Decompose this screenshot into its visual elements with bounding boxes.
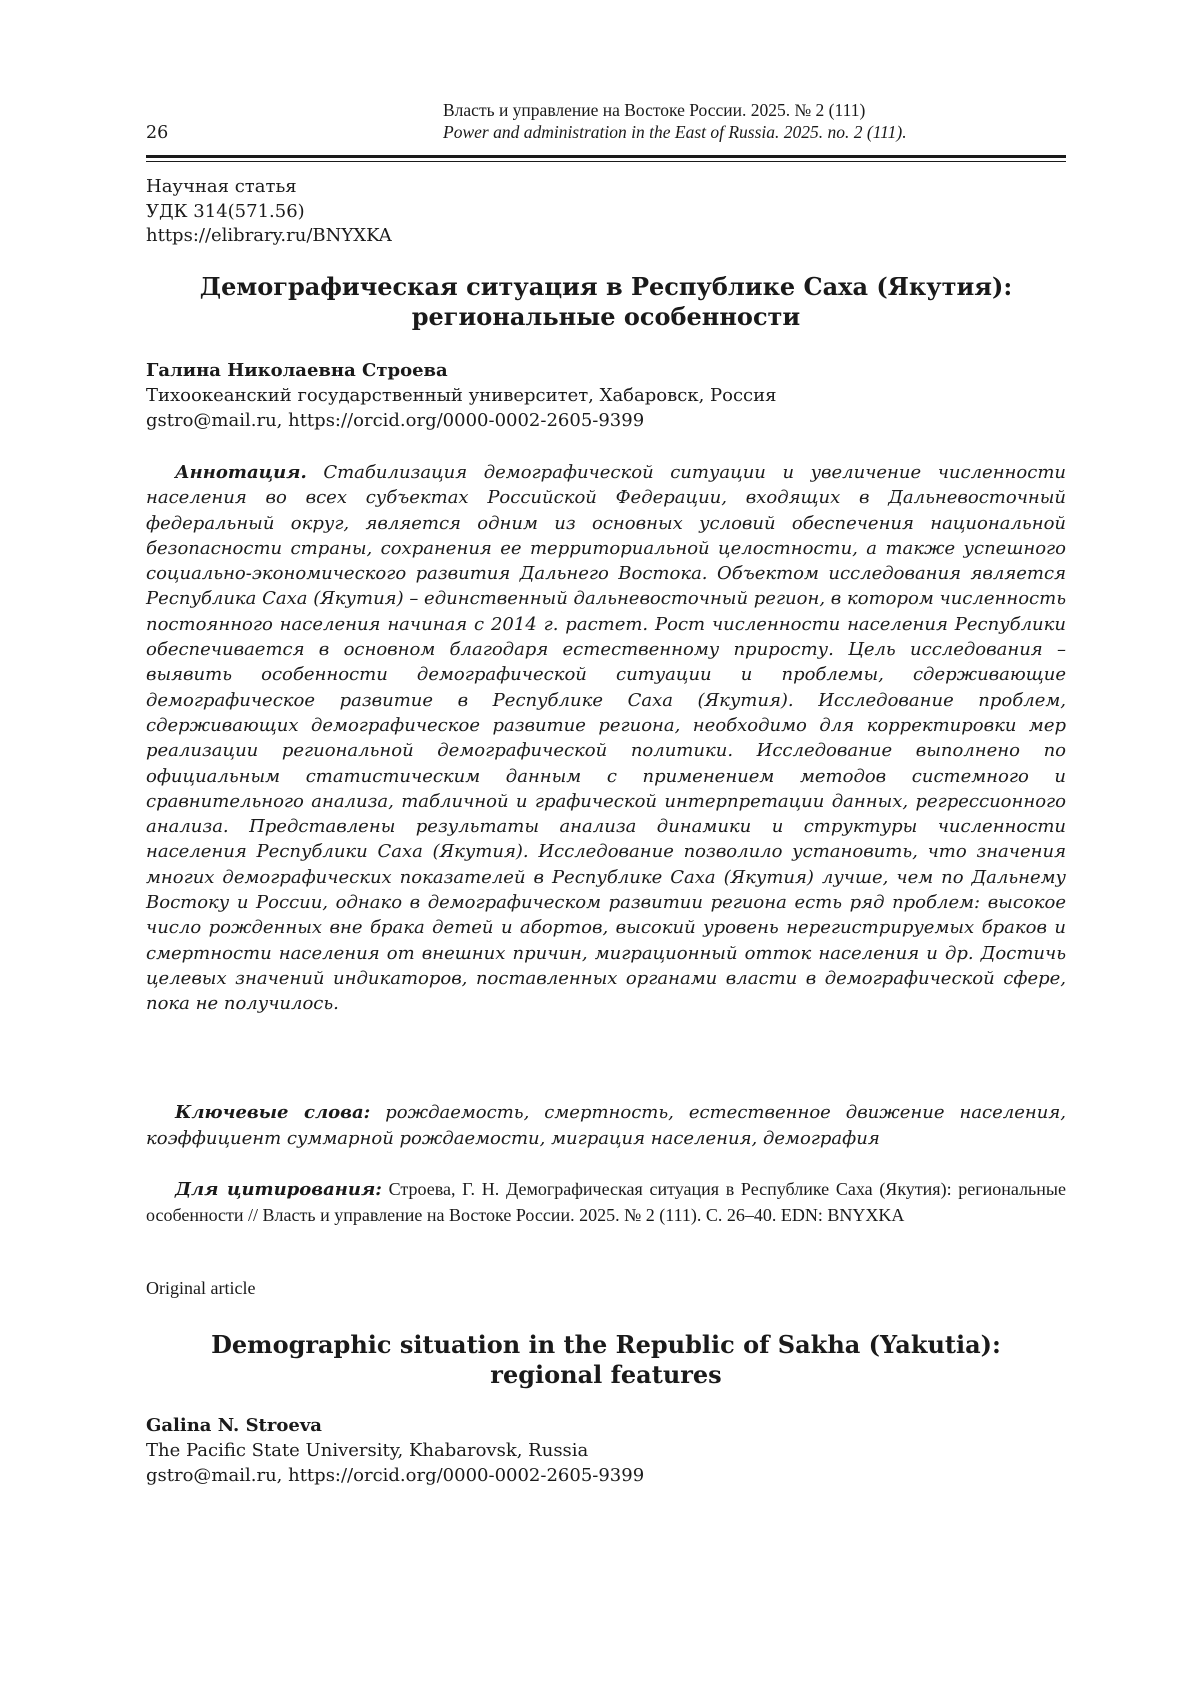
title-ru-line2: региональные особенности xyxy=(411,302,801,331)
article-title-ru xyxy=(146,272,1066,332)
journal-title-ru: Власть и управление на Востоке России. 2025. № 2 (111) xyxy=(443,100,866,120)
title-en-line1: Demographic situation in the Republic of Sakha (Yakutia): xyxy=(211,1330,1001,1359)
original-article-label: Original article xyxy=(146,1278,256,1298)
author-block-en xyxy=(146,1413,644,1488)
header-rule-thick xyxy=(146,155,1066,158)
journal-title-en: Power and administration in the East of Russia. 2025. no. 2 (111). xyxy=(443,122,907,142)
author-affiliation-en: The Pacific State University, Khabarovsk, Russia xyxy=(146,1440,589,1461)
title-en-line2: regional features xyxy=(490,1360,722,1389)
citation xyxy=(146,1177,1066,1228)
article-meta xyxy=(146,175,392,249)
citation-label: Для цитирования: xyxy=(175,1179,382,1200)
udc-code: УДК 314(571.56) xyxy=(146,200,305,222)
author-name-ru: Галина Николаевна Строева xyxy=(146,360,448,381)
page-number: 26 xyxy=(146,123,169,143)
elibrary-link[interactable]: https://elibrary.ru/BNYXKA xyxy=(146,225,392,246)
author-name-en: Galina N. Stroeva xyxy=(146,1415,322,1436)
title-ru-line1: Демографическая ситуация в Республике Саха (Якутия): xyxy=(199,272,1013,301)
abstract-label: Аннотация. xyxy=(175,462,307,483)
abstract-text: Стабилизация демографической ситуации и увеличение численности населения во всех субъектах Российской Федерации, входящих в Дальневосточный федеральный округ, является одним из основных условий обеспечения национальной безопасности страны, сохранения ее территориальной целостности, а также успешного социально-экономического развития Дальнего Востока. Объектом исследования является Республика Саха (Якутия) – единственный дальневосточный регион, в котором численность постоянного населения начиная с 2014 г. растет. Рост численности населения Республики обеспечивается в основном благодаря естественному приросту. Цель исследования – выявить особенности демографической ситуации и проблемы, сдерживающие демографическое развитие в Республике Саха (Якутия). Исследование проблем, сдерживающих демографическое развитие региона, необходимо для корректировки мер реализации региональной демографической политики. Исследование выполнено по официальным статистическим данным с применением методов системного и сравнительного анализа, табличной и графической интерпретации данных, регрессионного анализа. Представлены результаты анализа динамики и структуры численности населения Республики Саха (Якутия). Исследование позволило установить, что значения многих демографических показателей в Республике Саха (Якутия) лучше, чем по Дальнему Востоку и России, однако в демографическом развитии региона есть ряд проблем: высокое число рожденных вне брака детей и абортов, высокий уровень нерегистрируемых браков и смертности населения от внешних причин, миграционный отток населения и др. Достичь целевых значений индикаторов, поставленных органами власти в демографической сфере, пока не получилось. xyxy=(146,462,1066,1015)
header-rule-thin xyxy=(146,161,1066,162)
author-block-ru xyxy=(146,358,776,433)
author-contact-ru[interactable]: gstro@mail.ru, https://orcid.org/0000-0002-2605-9399 xyxy=(146,410,645,431)
keywords-label: Ключевые слова: xyxy=(175,1102,371,1123)
article-title-en xyxy=(146,1330,1066,1390)
citation-text: Строева, Г. Н. Демографическая ситуация в Республике Саха (Якутия): региональные особенности // Власть и управление на Востоке России. 2025. № 2 (111). С. 26–40. EDN: BNYXKA xyxy=(146,1179,1066,1225)
abstract xyxy=(146,460,1066,1017)
author-affiliation-ru: Тихоокеанский государственный университет, Хабаровск, Россия xyxy=(146,385,777,406)
article-type: Научная статья xyxy=(146,176,297,197)
author-contact-en[interactable]: gstro@mail.ru, https://orcid.org/0000-0002-2605-9399 xyxy=(146,1465,645,1486)
keywords xyxy=(146,1100,1066,1151)
running-header xyxy=(443,99,907,143)
keywords-text: рождаемость, смертность, естественное движение населения, коэффициент суммарной рождаемости, миграция населения, демография xyxy=(146,1102,1066,1149)
